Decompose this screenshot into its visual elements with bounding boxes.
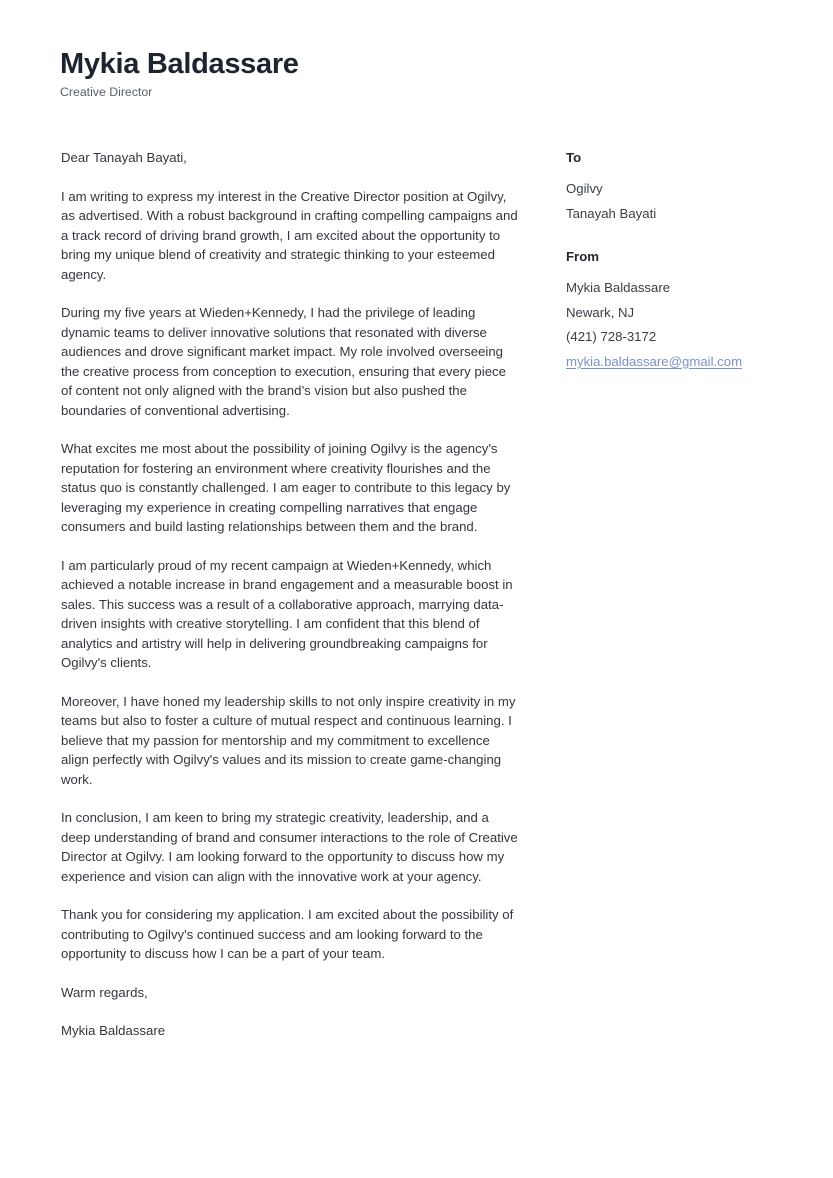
sender-phone: (421) 728-3172	[566, 329, 657, 344]
letter-paragraph-2: During my five years at Wieden+Kennedy, I had the privilege of leading dynamic teams to deliver innovative solutions that resonated with diverse audiences and drove significant market impact. My role involved overseeing the creative process from conception to execution, ensuring that every piece of content not only aligned with the brand’s vision but also pushed the boundaries of conventional advertising.	[61, 305, 506, 418]
candidate-job-title: Creative Director	[60, 85, 153, 100]
letter-paragraph-7: Thank you for considering my application. I am excited about the possibility of contributing to Ogilvy's continued success and am looking forward to the opportunity to discuss how I can be a part of your team.	[61, 907, 514, 961]
recipient-company: Ogilvy	[566, 181, 603, 196]
contact-sidebar	[566, 148, 796, 374]
letterhead	[60, 48, 660, 100]
closing-salutation: Warm regards,	[61, 984, 148, 1000]
salutation: Dear Tanayah Bayati,	[61, 150, 187, 165]
recipient-heading: To	[566, 150, 582, 165]
sender-block	[566, 247, 796, 374]
letter-paragraph-6: In conclusion, I am keen to bring my strategic creativity, leadership, and a deep understanding of brand and consumer interactions to the role of Creative Director at Ogilvy. I am looking forward to the opportunity to discuss how my experience and vision can align with the innovative work at your agency.	[61, 810, 518, 884]
sender-name: Mykia Baldassare	[566, 280, 671, 295]
recipient-contact-name: Tanayah Bayati	[566, 205, 657, 221]
letter-body	[61, 148, 519, 1041]
sender-email-link[interactable]: mykia.baldassare@gmail.com	[566, 353, 743, 369]
letter-paragraph-3: What excites me most about the possibility of joining Ogilvy is the agency's reputation for fostering an environment where creativity flourishes and the status quo is constantly challenged. I am eager to contribute to this legacy by leveraging my experience in creating compelling narratives that engage consumers and build lasting relationships between them and the brand.	[61, 441, 511, 534]
letter-paragraph-5: Moreover, I have honed my leadership skills to not only inspire creativity in my teams but also to foster a culture of mutual respect and continuous learning. I believe that my passion for mentorship and my commitment to excellence align perfectly with Ogilvy's values and its mission to create game-changing work.	[61, 693, 516, 787]
letter-paragraph-4: I am particularly proud of my recent campaign at Wieden+Kennedy, which achieved a notable increase in brand engagement and a measurable boost in sales. This success was a result of a collaborative approach, marrying data-driven insights with creative storytelling. I am confident that this blend of analytics and artistry will help in delivering groundbreaking campaigns for Ogilvy's clients.	[61, 557, 513, 670]
recipient-block	[566, 148, 796, 226]
signature-name: Mykia Baldassare	[61, 1023, 166, 1038]
sender-location: Newark, NJ	[566, 304, 635, 320]
sender-heading: From	[566, 249, 599, 264]
letter-paragraph-1: I am writing to express my interest in the Creative Director position at Ogilvy, as advertised. With a robust background in crafting compelling campaigns and a track record of driving brand growth, I am excited about the opportunity to bring my unique blend of creativity and strategic thinking to your esteemed agency.	[61, 188, 518, 282]
candidate-name: Mykia Baldassare	[60, 48, 299, 80]
